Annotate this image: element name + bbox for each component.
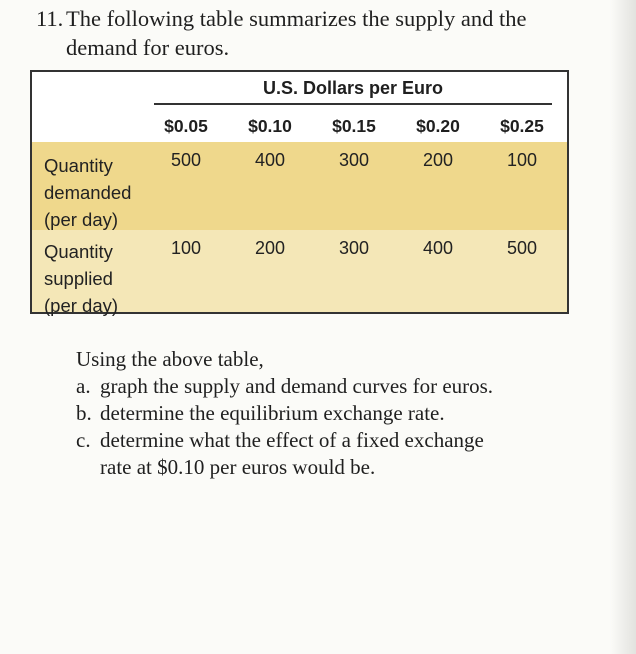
demand-cell: 100 [506,150,538,170]
question-c [76,427,493,481]
price-col-4: $0.20 [416,116,460,136]
table-header: U.S. Dollars per Euro [262,78,444,98]
questions-block [76,346,493,481]
row-label-line: (per day) [44,295,119,316]
price-col-1: $0.05 [164,116,208,136]
row-label-line: (per day) [44,209,119,230]
row-label-line: demanded [44,182,132,203]
question-label: a. [76,374,91,398]
supply-cell: 200 [254,238,286,258]
question-text-continued: rate at $0.10 per euros would be. [100,455,376,479]
price-col-2: $0.10 [248,116,292,136]
row-label-line: supplied [44,268,113,289]
supply-cell: 400 [422,238,454,258]
questions-intro: Using the above table, [76,347,264,371]
row-label-supplied [44,238,118,319]
problem-statement [36,4,527,62]
price-col-3: $0.15 [332,116,376,136]
problem-number: 11. [36,6,64,31]
problem-text-line-1: The following table summarizes the supply and the [66,6,527,31]
price-col-5: $0.25 [500,116,544,136]
question-text: determine the equilibrium exchange rate. [100,401,445,425]
supply-demand-table [30,70,569,314]
question-text: graph the supply and demand curves for euros. [100,374,494,398]
supply-cell: 100 [170,238,202,258]
question-a [76,373,493,400]
question-label: b. [76,401,92,425]
demand-cell: 300 [338,150,370,170]
problem-text-line-2: demand for euros. [66,35,230,60]
demand-cell: 400 [254,150,286,170]
header-rule [154,103,552,105]
demand-cell: 200 [422,150,454,170]
row-label-line: Quantity [44,241,113,262]
row-label-line: Quantity [44,155,113,176]
question-b [76,400,493,427]
page-edge-shadow [610,0,636,654]
supply-cell: 500 [506,238,538,258]
problem-line-1 [36,4,527,33]
row-label-demanded [44,152,131,233]
supply-cell: 300 [338,238,370,258]
question-label: c. [76,428,91,452]
question-text: determine what the effect of a fixed exchange [100,428,484,452]
demand-cell: 500 [170,150,202,170]
